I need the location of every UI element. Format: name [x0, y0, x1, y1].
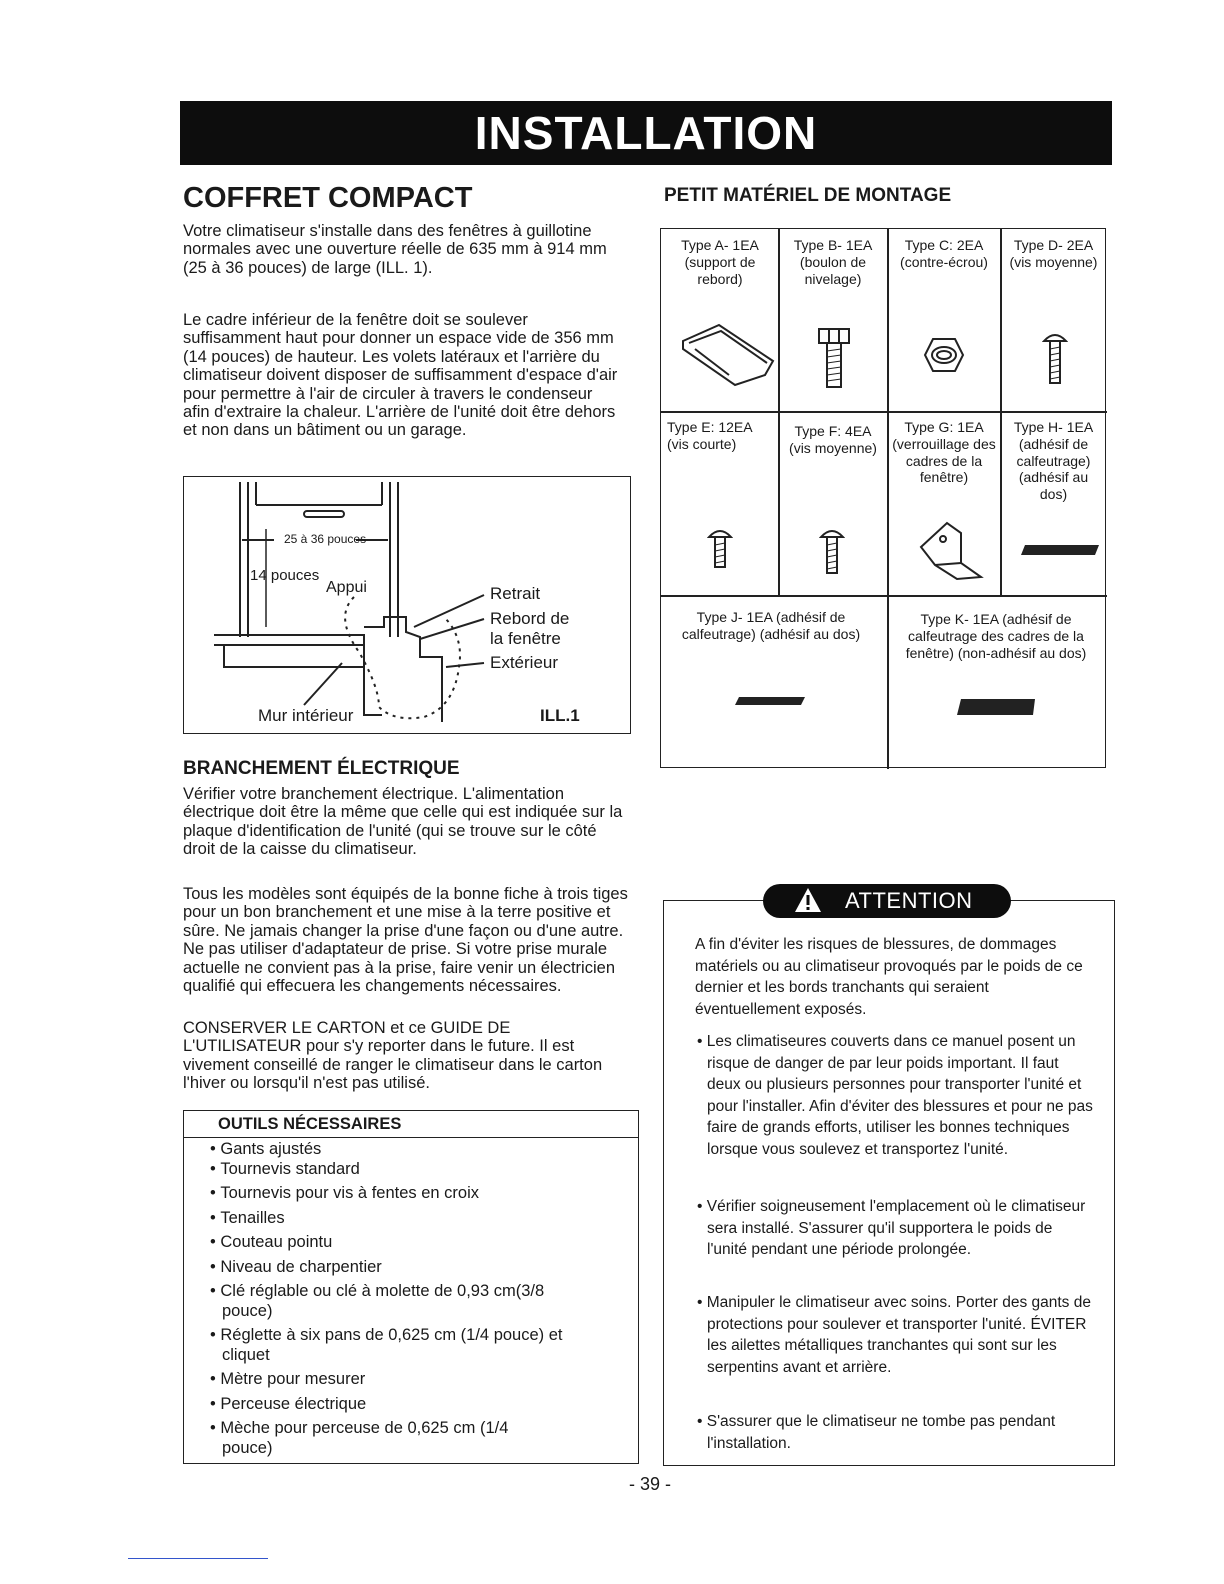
compact-heading: COFFRET COMPACT: [183, 182, 473, 214]
attention-banner: [763, 884, 1011, 918]
window-illustration: [183, 476, 631, 734]
leveling-bolt-icon: [817, 327, 853, 391]
appui-label: Appui: [326, 579, 367, 596]
tool-item: • Mètre pour mesurer: [206, 1370, 638, 1390]
adhesive-strip-icon: [733, 695, 807, 707]
illustration-caption: ILL.1: [540, 706, 580, 725]
part-f-label: Type F: 4EA (vis moyenne): [789, 423, 877, 456]
tools-box: [183, 1110, 639, 1464]
tool-item: • Couteau pointu: [206, 1233, 638, 1253]
tool-item: • Tournevis pour vis à fentes en croix: [206, 1184, 638, 1204]
attention-bullet: • Les climatiseures couverts dans ce manuel posent un risque de danger de par leur poids important. Il faut deux ou plusieurs personnes pour transporter l'unité et pour l'installer. Afin d'éviter des blessures et pour ne pas faire de grands efforts, utiliser les bonnes techniques lorsque vous soulevez et transportez l'unité.: [697, 1033, 1093, 1158]
attention-bullet: • S'assurer que le climatiseur ne tombe pas pendant l'installation.: [697, 1413, 1056, 1452]
retrait-label: Retrait: [490, 584, 541, 603]
tools-heading: OUTILS NÉCESSAIRES: [184, 1111, 638, 1138]
window-diagram: [184, 477, 632, 735]
rebord-label-2: la fenêtre: [490, 629, 561, 648]
attention-label: ATTENTION: [845, 888, 973, 913]
tool-item: • Mèche pour perceuse de 0,625 cm (1/4 pouce): [206, 1419, 552, 1458]
tool-item: • Tenailles: [206, 1209, 638, 1229]
section-banner: INSTALLATION: [180, 101, 1112, 165]
warning-icon: [793, 886, 823, 914]
sill-bracket-icon: [679, 319, 777, 389]
part-g-label: Type G: 1EA (verrouillage des cadres de la fenêtre): [892, 419, 996, 486]
part-b-label: Type B- 1EA (boulon de nivelage): [793, 237, 873, 287]
electrical-heading: BRANCHEMENT ÉLECTRIQUE: [183, 758, 460, 779]
rebord-label-1: Rebord de: [490, 609, 570, 628]
adhesive-strip-icon: [1019, 543, 1101, 557]
tools-list: [184, 1138, 638, 1458]
width-label: 25 à 36 pouces: [284, 532, 367, 546]
part-e-label: Type E: 12EA (vis courte): [667, 419, 752, 452]
part-c-label: Type C: 2EA (contre-écrou): [900, 237, 988, 270]
tool-item: • Perceuse électrique: [206, 1395, 638, 1415]
tool-item: • Tournevis standard: [206, 1160, 638, 1180]
part-d-label: Type D- 2EA (vis moyenne): [1009, 237, 1098, 270]
electrical-paragraph-2: Tous les modèles sont équipés de la bonne fiche à trois tiges pour un bon branchement et une mise à la terre positive et sûre. Ne jamais changer la prise d'une façon ou d'une autre. Ne pas utiliser d'adaptateur de prise. Si votre prise murale actuelle ne convient pas à la prise, faire venir un électricien qualifié qui effecuera les changements nécessaires.: [183, 885, 628, 996]
electrical-paragraph-1: Vérifier votre branchement électrique. L'alimentation électrique doit être la même que celle qui est indiquée sur la plaque d'identification de l'unité (qui se trouve sur le côté droit de la caisse du climatiseur.: [183, 785, 623, 859]
medium-screw-icon: [1042, 329, 1068, 389]
hardware-table: [660, 228, 1106, 768]
window-lock-bracket-icon: [917, 519, 987, 581]
hardware-heading: PETIT MATÉRIEL DE MONTAGE: [664, 185, 952, 206]
compact-paragraph-2: Le cadre inférieur de la fenêtre doit se soulever suffisamment haut pour donner un espace vide de 356 mm (14 pouces) de hauteur. Les volets latéraux et l'arrière du climatiseur doivent disposer de suffisamment d'espace d'air pour permettre à l'air de circuler à travers le condenseur afin d'extraire la chaleur. L'arrière de l'unité doit être dehors et non dans un bâtiment ou un garage.: [183, 311, 618, 440]
part-h-label: Type H- 1EA (adhésif de calfeutrage) (adhésif au dos): [1013, 419, 1094, 503]
lock-nut-icon: [923, 337, 965, 373]
medium-screw-icon: [819, 525, 845, 579]
tool-item: • Clé réglable ou clé à molette de 0,93 cm(3/8 pouce): [206, 1282, 592, 1321]
short-screw-icon: [707, 525, 733, 573]
mur-label: Mur intérieur: [258, 706, 354, 725]
page-number: - 39 -: [628, 1474, 671, 1494]
tool-item: • Gants ajustés: [206, 1140, 638, 1160]
compact-paragraph-1: Votre climatiseur s'installe dans des fenêtres à guillotine normales avec une ouverture réelle de 635 mm à 914 mm (25 à 36 pouces) de large (ILL. 1).: [183, 222, 607, 277]
attention-bullet: • Manipuler le climatiseur avec soins. Porter des gants de protections pour soulever et transporter l'unité. ÉVITER les ailettes métalliques tranchantes qui sont sur les serpentins avant et arrière.: [697, 1294, 1091, 1376]
exterieur-label: Extérieur: [490, 653, 559, 672]
tool-item: • Niveau de charpentier: [206, 1258, 638, 1278]
footer-divider: [128, 1558, 268, 1559]
part-a-label: Type A- 1EA (support de rebord): [681, 237, 759, 287]
attention-intro: A fin d'éviter les risques de blessures, de dommages matériels ou au climatiseur provoqués par le poids de ce dernier et les bords tranchants qui seraient éventuellement exposés.: [695, 936, 1083, 1018]
attention-bullet: • Vérifier soigneusement l'emplacement où le climatiseur sera installé. S'assurer qu'il supportera le poids de l'unité pendant une période prolongée.: [697, 1198, 1086, 1258]
part-k-label: Type K- 1EA (adhésif de calfeutrage des cadres de la fenêtre) (non-adhésif au dos): [905, 611, 1087, 661]
electrical-paragraph-3: CONSERVER LE CARTON et ce GUIDE DE L'UTILISATEUR pour s'y reporter dans le future. Il est vivement conseillé de ranger le climatiseur dans le carton l'hiver ou lorsqu'il n'est pas utilisé.: [183, 1019, 603, 1093]
height-label: 14 pouces: [250, 567, 320, 584]
non-adhesive-strip-icon: [955, 697, 1037, 717]
tool-item: • Réglette à six pans de 0,625 cm (1/4 pouce) et cliquet: [206, 1326, 592, 1365]
part-j-label: Type J- 1EA (adhésif de calfeutrage) (adhésif au dos): [681, 609, 861, 642]
